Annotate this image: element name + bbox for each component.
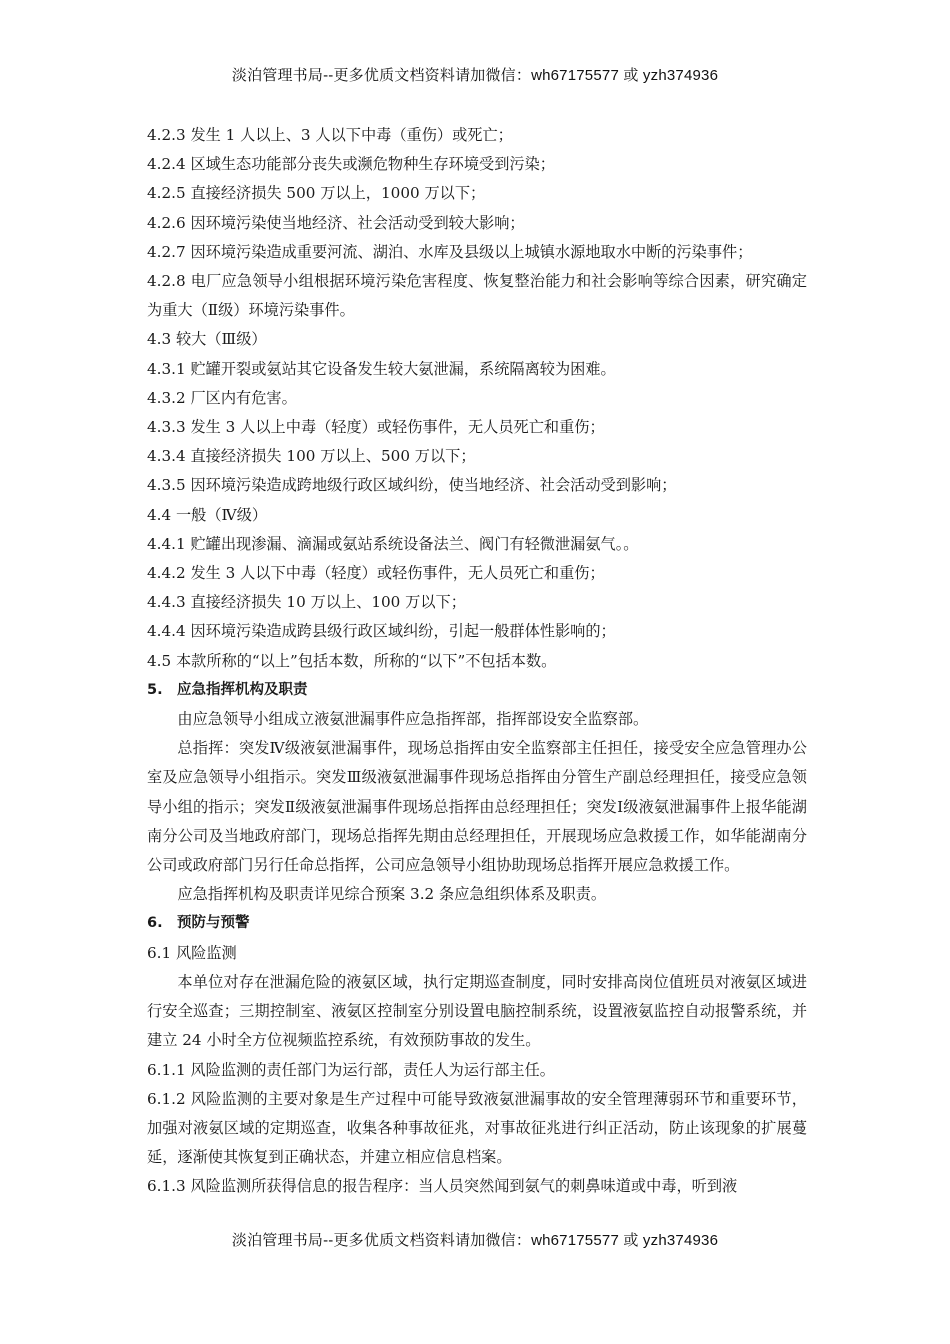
section-5-heading — [147, 676, 807, 705]
page-header: 淡泊管理书局--更多优质文档资料请加微信：wh67175577 或 yzh374936 — [231, 67, 719, 84]
clause-4-5: 4.5 本款所称的“以上”包括本数，所称的“以下”不包括本数。 — [147, 651, 557, 670]
section-6-heading — [147, 909, 807, 938]
clause-4-4-4: 4.4.4 因环境污染造成跨县级行政区域纠纷，引起一般群体性影响的； — [147, 622, 616, 641]
section-6-number: 6. — [147, 915, 163, 932]
clause-6-1-3: 6.1.3 风险监测所获得信息的报告程序：当人员突然闻到氨气的刺鼻味道或中毒，听到液 — [147, 1177, 738, 1196]
clause-4-3: 4.3 较大（Ⅲ级） — [147, 330, 267, 349]
subsection-6-1: 6.1 风险监测 — [147, 943, 237, 962]
clause-4-3-4: 4.3.4 直接经济损失 100 万以上、500 万以下； — [147, 447, 476, 466]
clause-4-2-3: 4.2.3 发生 1 人以上、3 人以下中毒（重伤）或死亡； — [147, 126, 513, 144]
section-5-para-2: 总指挥：突发Ⅳ级液氨泄漏事件，现场总指挥由安全监察部主任担任，接受安全应急管理办公室及应急领导小组指示。突发Ⅲ级液氨泄漏事件现场总指挥由分管生产副总经理担任，接受应急领导小组的指示；突发Ⅱ级液氨泄漏事件现场总指挥由总经理担任；突发Ⅰ级液氨泄漏事件上报华能湖南分公司及当地政府部门，现场总指挥先期由总经理担任，开展现场应急救援工作，如华能湖南分公司或政府部门另行任命总指挥，公司应急领导小组协助现场总指挥开展应急救援工作。 — [147, 739, 807, 875]
clause-4-2-6: 4.2.6 因环境污染使当地经济、社会活动受到较大影响； — [147, 213, 525, 232]
section-5-title: 应急指挥机构及职责 — [177, 681, 308, 698]
clause-4-2-8: 4.2.8 电厂应急领导小组根据环境污染危害程度、恢复整治能力和社会影响等综合因素，研究确定为重大（Ⅱ级）环境污染事件。 — [147, 272, 807, 320]
clause-4-3-2: 4.3.2 厂区内有危害。 — [147, 388, 297, 407]
clause-4-4-2: 4.4.2 发生 3 人以下中毒（轻度）或轻伤事件，无人员死亡和重伤； — [147, 564, 605, 583]
clause-4-3-3: 4.3.3 发生 3 人以上中毒（轻度）或轻伤事件，无人员死亡和重伤； — [147, 418, 605, 437]
clause-4-2-7: 4.2.7 因环境污染造成重要河流、湖泊、水库及县级以上城镇水源地取水中断的污染事件； — [147, 242, 753, 261]
clause-6-1-1: 6.1.1 风险监测的责任部门为运行部，责任人为运行部主任。 — [147, 1060, 555, 1079]
clause-4-4-3: 4.4.3 直接经济损失 10 万以上、100 万以下； — [147, 593, 466, 612]
clause-4-3-1: 4.3.1 贮罐开裂或氨站其它设备发生较大氨泄漏，系统隔离较为困难。 — [147, 359, 616, 378]
section-5-number: 5. — [147, 681, 163, 698]
clause-6-1-2: 6.1.2 风险监测的主要对象是生产过程中可能导致液氨泄漏事故的安全管理薄弱环节和重要环节，加强对液氨区域的定期巡查，收集各种事故征兆，对事故征兆进行纠正活动，防止该现象的扩展蔓延，逐渐使其恢复到正确状态，并建立相应信息档案。 — [147, 1089, 807, 1167]
clause-4-4-1: 4.4.1 贮罐出现渗漏、滴漏或氨站系统设备法兰、阀门有轻微泄漏氨气。。 — [147, 534, 639, 553]
page-footer: 淡泊管理书局--更多优质文档资料请加微信：wh67175577 或 yzh374936 — [231, 1232, 719, 1249]
section-6-1-para: 本单位对存在泄漏危险的液氨区域，执行定期巡查制度，同时安排高岗位值班员对液氨区域进行安全巡查；三期控制室、液氨区控制室分别设置电脑控制系统，设置液氨监控自动报警系统，并建立 24 小时全方位视频监控系统，有效预防事故的发生。 — [147, 972, 807, 1050]
document-body — [147, 121, 807, 1202]
section-5-para-1: 由应急领导小组成立液氨泄漏事件应急指挥部，指挥部设安全监察部。 — [177, 710, 649, 729]
clause-4-2-4: 4.2.4 区域生态功能部分丧失或濒危物种生存环境受到污染； — [147, 155, 555, 174]
clause-4-3-5: 4.3.5 因环境污染造成跨地级行政区域纠纷，使当地经济、社会活动受到影响； — [147, 476, 677, 495]
clause-4-2-5: 4.2.5 直接经济损失 500 万以上，1000 万以下； — [147, 184, 486, 203]
section-5-para-3: 应急指挥机构及职责详见综合预案 3.2 条应急组织体系及职责。 — [177, 885, 607, 904]
clause-4-4: 4.4 一般（Ⅳ级） — [147, 505, 268, 524]
section-6-title: 预防与预警 — [177, 915, 250, 932]
